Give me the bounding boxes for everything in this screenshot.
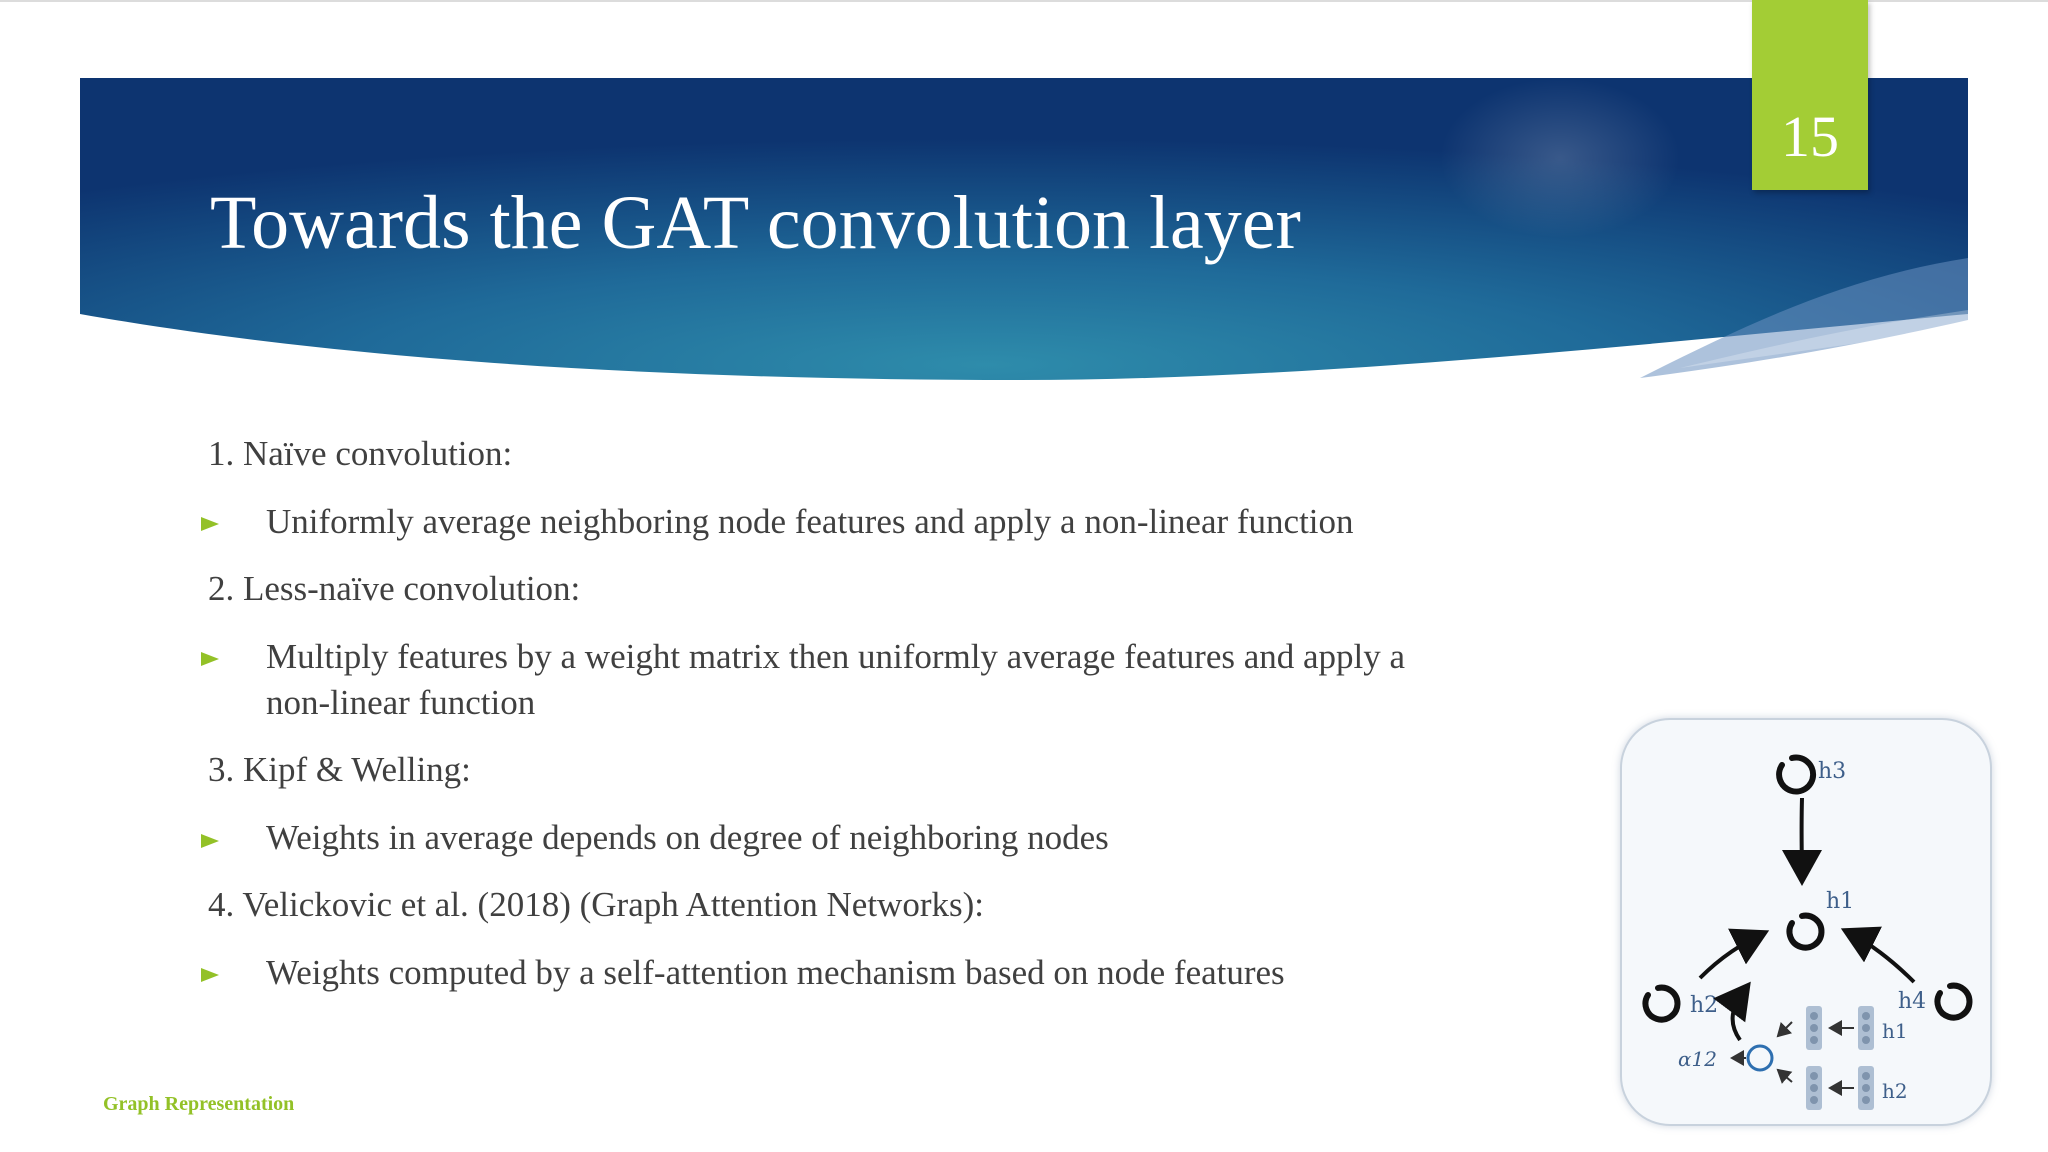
node-label: h3 — [1818, 759, 1847, 784]
list-item-bullet: Weights in average depends on degree of neighboring nodes — [266, 818, 1109, 857]
node-h3 — [1779, 757, 1846, 791]
feature-stack-h1 — [1806, 1006, 1908, 1050]
slide-title: Towards the GAT convolution layer — [210, 181, 1301, 265]
bullet-arrow-icon — [201, 652, 219, 666]
arrow-h4-to-h1 — [1848, 932, 1914, 982]
node-label: h2 — [1690, 993, 1719, 1018]
list-item-heading: 1. Naïve convolution: — [208, 434, 513, 473]
arrow-stack2-to-attention — [1778, 1070, 1792, 1082]
list-item-heading: 2. Less-naïve convolution: — [208, 569, 581, 608]
bullet-arrow-icon — [201, 968, 219, 982]
list-item-heading: 4. Velickovic et al. (2018) (Graph Attention Networks): — [208, 885, 984, 924]
arrow-h2-to-h1 — [1700, 934, 1762, 978]
node-h2 — [1645, 988, 1718, 1020]
list-item-bullet: Uniformly average neighboring node features and apply a non-linear function — [266, 502, 1354, 541]
top-divider — [0, 0, 2048, 2]
arrow-attention-to-h2 — [1733, 988, 1746, 1040]
list-item-bullet: Multiply features by a weight matrix then uniformly average features and apply a — [266, 637, 1406, 676]
stack-label: h2 — [1882, 1079, 1908, 1103]
node-label: h1 — [1826, 889, 1855, 914]
node-h1 — [1789, 889, 1854, 948]
list-item-bullet: Weights computed by a self-attention mechanism based on node features — [266, 953, 1285, 992]
bullet-arrow-icon — [201, 517, 219, 531]
gat-diagram — [1622, 720, 1990, 1124]
bullet-arrow-icon — [201, 834, 219, 848]
arrow-stack1-to-attention — [1778, 1022, 1792, 1036]
list-item-heading: 3. Kipf & Welling: — [208, 750, 471, 789]
feature-stack-h2 — [1806, 1066, 1908, 1110]
node-label: h4 — [1898, 989, 1927, 1014]
attention-coefficient-label: α12 — [1678, 1047, 1717, 1071]
attention-node — [1748, 1046, 1772, 1070]
gat-attention-figure — [1620, 718, 1992, 1126]
footer-label: Graph Representation — [103, 1093, 295, 1115]
list-item-continuation: non-linear function — [266, 683, 536, 722]
page-number: 15 — [1781, 104, 1839, 169]
stack-label: h1 — [1882, 1019, 1908, 1043]
node-h4 — [1898, 986, 1969, 1018]
page-number-tag — [1752, 0, 1868, 190]
